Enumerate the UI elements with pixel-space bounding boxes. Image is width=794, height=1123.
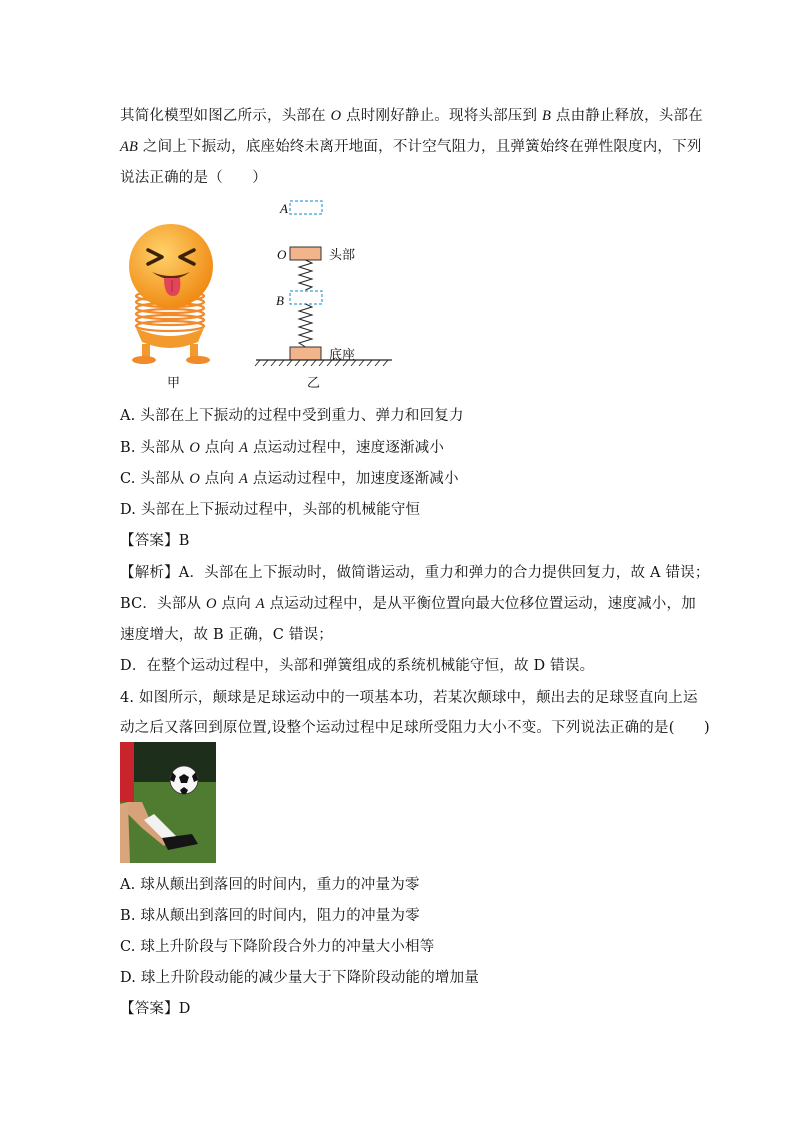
- q4-stem-line-2: [120, 716, 710, 737]
- text-segment: BC．头部从: [120, 596, 207, 612]
- text-segment: A. 头部在上下振动的过程中受到重力、弹力和回复力: [120, 408, 464, 424]
- q3-stem-line-1: [120, 104, 703, 125]
- text-segment: 点由静止释放，头部在: [551, 108, 703, 124]
- text-segment: D. 头部在上下振动过程中，头部的机械能守恒: [120, 502, 421, 518]
- label-base: 底座: [329, 348, 356, 363]
- italic-variable: O: [189, 440, 201, 456]
- text-segment: 说法正确的是（ ）: [120, 170, 267, 186]
- soccer-juggling-photo: [120, 742, 216, 863]
- text-segment: 速度增大，故 B 正确，C 错误；: [120, 627, 333, 643]
- label-head: 头部: [329, 248, 356, 263]
- text-segment: B. 球从颠出到落回的时间内，阻力的冲量为零: [120, 908, 420, 924]
- text-segment: 点运动过程中，是从平衡位置向最大位移位置运动，速度减小，加: [264, 596, 696, 612]
- text-segment: D．在整个运动过程中，头部和弹簧组成的系统机械能守恒，故 D 错误。: [120, 658, 595, 674]
- head-block: [290, 247, 321, 260]
- italic-variable: O: [206, 596, 217, 612]
- italic-variable: B: [542, 108, 552, 124]
- text-segment: 点运动过程中，速度逐渐减小: [248, 440, 445, 456]
- q3-analysis-line-3: [120, 623, 333, 644]
- q3-stem-line-2: [120, 135, 702, 156]
- text-segment: A. 球从颠出到落回的时间内，重力的冲量为零: [120, 877, 420, 893]
- base-block: [290, 347, 321, 360]
- text-segment: 其简化模型如图乙所示，头部在: [120, 108, 331, 124]
- text-segment: 点运动过程中，加速度逐渐减小: [248, 471, 459, 487]
- text-segment: 4. 如图所示，颠球是足球运动中的一项基本功，若某次颠球中，颠出去的足球竖直向上运: [120, 690, 698, 706]
- text-segment: D. 球上升阶段动能的减少量大于下降阶段动能的增加量: [120, 970, 480, 986]
- q4-stem-line-1: [120, 686, 698, 707]
- caption-yi: 乙: [307, 376, 321, 391]
- q3-option-c: [120, 467, 459, 488]
- italic-variable: O: [330, 108, 342, 124]
- italic-variable: A: [255, 596, 265, 612]
- italic-variable: A: [239, 440, 249, 456]
- lower-spring: [299, 304, 312, 347]
- text-segment: 点向: [200, 440, 240, 456]
- text-segment: C. 头部从: [120, 471, 190, 487]
- q3-analysis-line-4: [120, 654, 594, 675]
- q3-answer: [120, 529, 190, 550]
- q4-answer: [120, 997, 191, 1018]
- text-segment: B. 头部从: [120, 440, 190, 456]
- upper-spring: [299, 260, 312, 290]
- label-B: B: [276, 293, 284, 308]
- q3-option-b: [120, 436, 444, 457]
- text-segment: C. 球上升阶段与下降阶段合外力的冲量大小相等: [120, 939, 435, 955]
- text-segment: 点时刚好静止。现将头部压到: [341, 108, 542, 124]
- text-segment: 之间上下振动，底座始终未离开地面，不计空气阻力，且弹簧始终在弹性限度内，下列: [138, 139, 702, 155]
- text-segment: 【解析】A．头部在上下振动时，做简谐运动，重力和弹力的合力提供回复力，故 A 错误；: [120, 565, 710, 581]
- italic-variable: A: [239, 471, 249, 487]
- q4-option-d: [120, 966, 479, 987]
- q3-option-a: [120, 404, 464, 425]
- q3-stem-line-3: [120, 166, 267, 187]
- text-segment: 动之后又落回到原位置,设整个运动过程中足球所受阻力大小不变。下列说法正确的是( ): [120, 720, 710, 736]
- caption-jia: 甲: [167, 376, 181, 391]
- q3-analysis-line-2: [120, 592, 696, 613]
- italic-variable: O: [189, 471, 200, 487]
- label-A: A: [280, 201, 288, 216]
- text-segment: 【答案】B: [120, 533, 190, 549]
- text-segment: 点向: [216, 596, 256, 612]
- label-O: O: [277, 247, 287, 262]
- q3-analysis-line-1: [120, 561, 710, 582]
- q3-option-d: [120, 498, 420, 519]
- text-segment: 【答案】D: [120, 1001, 191, 1017]
- q4-option-b: [120, 904, 420, 925]
- q4-option-c: [120, 935, 434, 956]
- player-shorts: [120, 742, 134, 802]
- figure-jia-emoji-toy: [118, 220, 238, 370]
- italic-variable: AB: [120, 139, 139, 155]
- position-B-box: [290, 291, 322, 304]
- position-A-box: [290, 201, 322, 214]
- text-segment: 点向: [199, 471, 240, 487]
- q4-option-a: [120, 873, 420, 894]
